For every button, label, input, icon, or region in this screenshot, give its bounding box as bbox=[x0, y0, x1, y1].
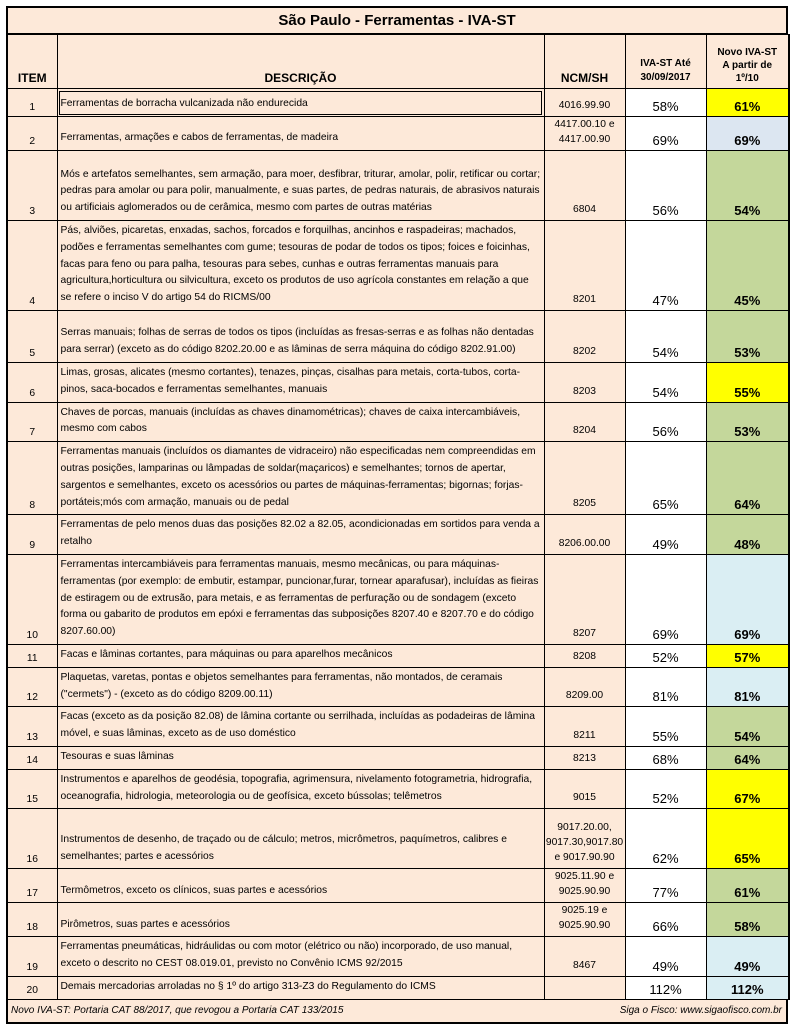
row-new-iva: 61% bbox=[706, 869, 789, 903]
row-item-number: 1 bbox=[7, 89, 57, 117]
row-old-iva: 54% bbox=[625, 362, 706, 402]
header-new-iva bbox=[706, 35, 789, 89]
table-body bbox=[7, 89, 789, 1000]
row-ncm bbox=[544, 117, 625, 151]
row-description: Facas e lâminas cortantes, para máquinas ou para aparelhos mecânicos bbox=[57, 644, 544, 667]
row-old-iva: 69% bbox=[625, 554, 706, 644]
row-ncm-line: 9017.30,9017.80 bbox=[545, 837, 624, 849]
row-ncm bbox=[544, 402, 625, 442]
table-row bbox=[7, 151, 789, 221]
row-description: Ferramentas pneumáticas, hidráulidas ou com motor (elétrico ou não) incorporado, de uso manual, exceto o descrito no CEST 08.019.01, previsto no Convênio ICMS 92/2015 bbox=[57, 937, 544, 977]
row-ncm bbox=[544, 903, 625, 937]
row-ncm-line: 9017.20.00, bbox=[557, 822, 612, 834]
table-row bbox=[7, 746, 789, 769]
row-item-number: 16 bbox=[7, 809, 57, 869]
row-description: Chaves de porcas, manuais (incluídas as chaves dinamométricas); chaves de caixa intercambiáveis, mesmo com cabos bbox=[57, 402, 544, 442]
row-old-iva: 112% bbox=[625, 976, 706, 999]
row-item-number: 3 bbox=[7, 151, 57, 221]
row-description: Pás, alviões, picaretas, enxadas, sachos, forcados e forquilhas, ancinhos e raspadeiras; machados, podões e ferramentas semelhantes com gume; tesouras de podar de todos os tipos; foices e foicinhas, facas para feno ou para palha, tesouras para sebes, cunhas e outras ferramentas manuais para agricultura,horticultura ou silvicultura, exceto os produtos de uso agrícola constantes em relação a que se refere o inciso V do artigo 54 do RICMS/00 bbox=[57, 221, 544, 311]
row-ncm-line: 8209.00 bbox=[565, 690, 604, 702]
row-item-number: 10 bbox=[7, 554, 57, 644]
row-ncm bbox=[544, 89, 625, 117]
table-row bbox=[7, 117, 789, 151]
row-old-iva: 56% bbox=[625, 151, 706, 221]
table-row bbox=[7, 707, 789, 747]
row-ncm-line: 9025.19 e bbox=[561, 905, 608, 917]
row-description: Ferramentas de pelo menos duas das posições 82.02 a 82.05, acondicionadas em sortidos para venda a retalho bbox=[57, 515, 544, 555]
row-description: Demais mercadorias arroladas no § 1º do artigo 313-Z3 do Regulamento do ICMS bbox=[57, 976, 544, 999]
row-description: Instrumentos e aparelhos de geodésia, topografia, agrimensura, nivelamento fotogrametria, hidrografia, oceanografia, hidrologia, meteorologia ou de geofísica, exceto bússolas; telêmetros bbox=[57, 769, 544, 809]
row-new-iva: 61% bbox=[706, 89, 789, 117]
table-row bbox=[7, 769, 789, 809]
header-ncm: NCM/SH bbox=[544, 35, 625, 89]
row-new-iva: 64% bbox=[706, 746, 789, 769]
row-ncm-line: 8467 bbox=[573, 959, 596, 971]
row-item-number: 15 bbox=[7, 769, 57, 809]
row-ncm-line: 9015 bbox=[573, 792, 596, 804]
table-row bbox=[7, 362, 789, 402]
row-new-iva: 48% bbox=[706, 515, 789, 555]
row-item-number: 19 bbox=[7, 937, 57, 977]
table-row bbox=[7, 976, 789, 999]
row-ncm-line: 9025.90.90 bbox=[558, 920, 611, 932]
row-ncm-line: 8201 bbox=[573, 293, 596, 305]
row-old-iva: 66% bbox=[625, 903, 706, 937]
row-item-number: 7 bbox=[7, 402, 57, 442]
row-ncm-line: 9025.90.90 bbox=[558, 886, 611, 898]
row-new-iva: 81% bbox=[706, 667, 789, 707]
row-ncm bbox=[544, 644, 625, 667]
row-ncm bbox=[544, 769, 625, 809]
table-row bbox=[7, 515, 789, 555]
row-item-number: 11 bbox=[7, 644, 57, 667]
row-old-iva: 81% bbox=[625, 667, 706, 707]
row-ncm-line: 8202 bbox=[573, 345, 596, 357]
row-ncm bbox=[544, 667, 625, 707]
row-new-iva: 57% bbox=[706, 644, 789, 667]
row-ncm-line: 8206.00.00 bbox=[558, 537, 611, 549]
header-new-line3: 1º/10 bbox=[735, 73, 759, 84]
row-ncm-line: 8208 bbox=[573, 650, 596, 662]
table-row bbox=[7, 221, 789, 311]
table-row bbox=[7, 903, 789, 937]
row-item-number: 6 bbox=[7, 362, 57, 402]
row-new-iva: 69% bbox=[706, 554, 789, 644]
table-row bbox=[7, 937, 789, 977]
row-ncm bbox=[544, 937, 625, 977]
row-item-number: 14 bbox=[7, 746, 57, 769]
footer-source: Novo IVA-ST: Portaria CAT 88/2017, que revogou a Portaria CAT 133/2015 bbox=[11, 1004, 344, 1016]
header-new-line2: A partir de bbox=[722, 60, 773, 71]
header-item: ITEM bbox=[7, 35, 57, 89]
row-ncm bbox=[544, 809, 625, 869]
row-ncm-line: 4417.00.10 e bbox=[554, 119, 615, 130]
header-old-line1: IVA-ST Até bbox=[640, 58, 691, 69]
row-new-iva: 54% bbox=[706, 707, 789, 747]
table-row bbox=[7, 402, 789, 442]
row-ncm bbox=[544, 362, 625, 402]
row-old-iva: 52% bbox=[625, 644, 706, 667]
iva-table bbox=[6, 34, 790, 1000]
row-old-iva: 62% bbox=[625, 809, 706, 869]
row-new-iva: 55% bbox=[706, 362, 789, 402]
row-ncm-line: 8204 bbox=[573, 425, 596, 437]
row-new-iva: 53% bbox=[706, 402, 789, 442]
row-item-number: 12 bbox=[7, 667, 57, 707]
header-old-iva bbox=[625, 35, 706, 89]
row-new-iva: 64% bbox=[706, 442, 789, 515]
row-description: Ferramentas, armações e cabos de ferramentas, de madeira bbox=[57, 117, 544, 151]
row-new-iva: 45% bbox=[706, 221, 789, 311]
row-ncm bbox=[544, 221, 625, 311]
row-item-number: 9 bbox=[7, 515, 57, 555]
row-description: Serras manuais; folhas de serras de todos os tipos (incluídas as fresas-serras e as folhas não dentadas para serrar) (exceto as do código 8202.20.00 e as lâminas de serra máquina do código 8202.91.00) bbox=[57, 310, 544, 362]
row-description: Limas, grosas, alicates (mesmo cortantes), tenazes, pinças, cisalhas para metais, corta-tubos, corta-pinos, saca-bocados e ferramentas semelhantes, manuais bbox=[57, 362, 544, 402]
row-old-iva: 69% bbox=[625, 117, 706, 151]
row-old-iva: 58% bbox=[625, 89, 706, 117]
row-ncm bbox=[544, 976, 625, 999]
row-ncm-line: 6804 bbox=[573, 204, 596, 215]
row-ncm bbox=[544, 515, 625, 555]
row-new-iva: 67% bbox=[706, 769, 789, 809]
row-item-number: 17 bbox=[7, 869, 57, 903]
table-row bbox=[7, 89, 789, 117]
row-new-iva: 54% bbox=[706, 151, 789, 221]
row-new-iva: 69% bbox=[706, 117, 789, 151]
table-row bbox=[7, 809, 789, 869]
table-row bbox=[7, 310, 789, 362]
table-row bbox=[7, 554, 789, 644]
table-row bbox=[7, 667, 789, 707]
row-item-number: 18 bbox=[7, 903, 57, 937]
header-description: DESCRIÇÃO bbox=[57, 35, 544, 89]
row-old-iva: 54% bbox=[625, 310, 706, 362]
row-item-number: 13 bbox=[7, 707, 57, 747]
row-ncm bbox=[544, 554, 625, 644]
row-old-iva: 55% bbox=[625, 707, 706, 747]
footer-site: Siga o Fisco: www.sigaofisco.com.br bbox=[619, 1004, 782, 1016]
row-old-iva: 56% bbox=[625, 402, 706, 442]
sheet-title: São Paulo - Ferramentas - IVA-ST bbox=[6, 6, 788, 34]
table-row bbox=[7, 869, 789, 903]
row-new-iva: 65% bbox=[706, 809, 789, 869]
row-old-iva: 49% bbox=[625, 937, 706, 977]
row-ncm-line: 8213 bbox=[573, 752, 596, 764]
row-description: Termômetros, exceto os clínicos, suas partes e acessórios bbox=[57, 869, 544, 903]
header-old-line2: 30/09/2017 bbox=[640, 72, 691, 83]
row-ncm-line: 8211 bbox=[573, 729, 596, 741]
row-item-number: 5 bbox=[7, 310, 57, 362]
row-ncm-line: 4016.99.90 bbox=[558, 100, 611, 111]
row-item-number: 2 bbox=[7, 117, 57, 151]
row-description: Ferramentas de borracha vulcanizada não endurecida bbox=[57, 89, 544, 117]
row-old-iva: 68% bbox=[625, 746, 706, 769]
row-old-iva: 65% bbox=[625, 442, 706, 515]
row-old-iva: 49% bbox=[625, 515, 706, 555]
row-description: Plaquetas, varetas, pontas e objetos semelhantes para ferramentas, não montados, de ceramais ("cermets") - (exceto as do código 8209.00.11) bbox=[57, 667, 544, 707]
row-ncm-line: 9025.11.90 e bbox=[554, 871, 615, 883]
table-row bbox=[7, 644, 789, 667]
row-description: Instrumentos de desenho, de traçado ou de cálculo; metros, micrômetros, paquímetros, calibres e semelhantes; partes e acessórios bbox=[57, 809, 544, 869]
row-ncm-line: 8207 bbox=[573, 627, 596, 639]
row-description: Ferramentas intercambiáveis para ferramentas manuais, mesmo mecânicas, ou para máquinas-ferramentas (por exemplo: de embutir, estampar, puncionar,furar, tornear aparafusar), incluídas as fieiras de estiragem ou de extrusão, para metais, e as ferramentas de perfuração ou de sondagem (exceto forma ou gabarito de produtos em epóxi e ferramentas das subposições 8207.40 e 8207.70 e do código 8207.60.00) bbox=[57, 554, 544, 644]
row-new-iva: 58% bbox=[706, 903, 789, 937]
row-ncm bbox=[544, 151, 625, 221]
sheet-footer bbox=[6, 1000, 788, 1024]
row-new-iva: 53% bbox=[706, 310, 789, 362]
row-ncm-line: e 9017.90.90 bbox=[554, 852, 615, 864]
header-new-line1: Novo IVA-ST bbox=[717, 47, 778, 58]
row-ncm-line: 8205 bbox=[573, 498, 596, 510]
row-ncm-line: 8203 bbox=[573, 385, 596, 397]
row-new-iva: 112% bbox=[706, 976, 789, 999]
table-row bbox=[7, 442, 789, 515]
row-old-iva: 52% bbox=[625, 769, 706, 809]
row-ncm bbox=[544, 442, 625, 515]
header-row bbox=[7, 35, 789, 89]
row-description: Mós e artefatos semelhantes, sem armação, para moer, desfibrar, triturar, amolar, polir, retificar ou cortar; pedras para amolar ou para polir, manualmente, e suas partes, de pedras naturais, de abrasivos naturais ou artificiais aglomerados ou de cerâmica, mesmo com partes de outras matérias bbox=[57, 151, 544, 221]
row-ncm-line: 4417.00.90 bbox=[558, 134, 611, 145]
iva-st-sheet bbox=[6, 6, 788, 1024]
row-ncm bbox=[544, 746, 625, 769]
row-description: Ferramentas manuais (incluídos os diamantes de vidraceiro) não especificadas nem compreendidas em outras posições, lamparinas ou lâmpadas de soldar(maçaricos) e semelhantes; tornos de apertar, sargentos e semelhantes, exceto os acessórios ou partes de máquinas-ferramentas; bigornas; forjas-portáteis;mós com armação, manuais ou de pedal bbox=[57, 442, 544, 515]
row-ncm bbox=[544, 310, 625, 362]
row-description: Pirômetros, suas partes e acessórios bbox=[57, 903, 544, 937]
row-old-iva: 47% bbox=[625, 221, 706, 311]
row-old-iva: 77% bbox=[625, 869, 706, 903]
row-ncm bbox=[544, 707, 625, 747]
row-item-number: 20 bbox=[7, 976, 57, 999]
row-item-number: 4 bbox=[7, 221, 57, 311]
row-description: Facas (exceto as da posição 82.08) de lâmina cortante ou serrilhada, incluídas as podadeiras de lâmina móvel, e suas lâminas, exceto as de uso doméstico bbox=[57, 707, 544, 747]
row-item-number: 8 bbox=[7, 442, 57, 515]
row-description: Tesouras e suas lâminas bbox=[57, 746, 544, 769]
row-ncm bbox=[544, 869, 625, 903]
row-new-iva: 49% bbox=[706, 937, 789, 977]
